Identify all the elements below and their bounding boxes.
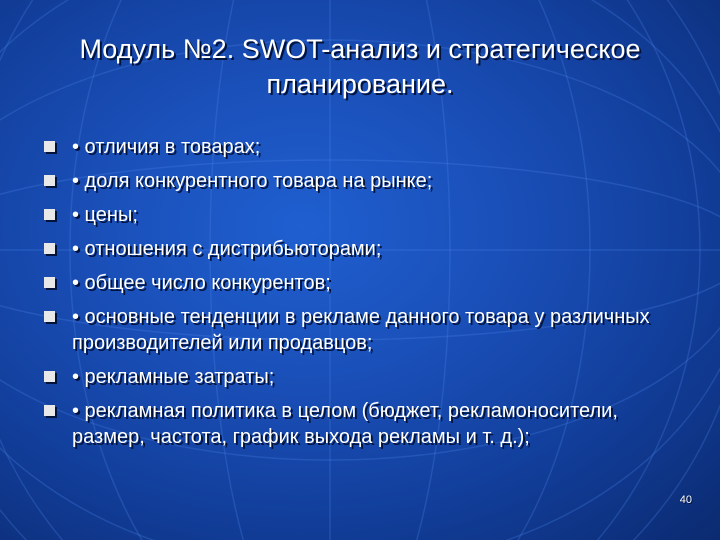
slide-title: Модуль №2. SWOT-анализ и стратегическое планирование. <box>79 34 641 99</box>
list-item-text: • общее число конкурентов; <box>72 272 331 294</box>
page-number: 40 <box>679 494 692 506</box>
list-item-text: • доля конкурентного товара на рынке; <box>72 170 433 192</box>
list-item-text: • отличия в товарах; <box>72 136 261 158</box>
list-item-text: • отношения с дистрибьюторами; <box>72 238 382 260</box>
list-item <box>40 364 680 390</box>
square-bullet-icon <box>44 277 55 288</box>
square-bullet-icon <box>44 141 55 152</box>
square-bullet-icon <box>44 243 55 254</box>
list-item <box>40 134 680 160</box>
list-item <box>40 270 680 296</box>
list-item <box>40 202 680 228</box>
list-item-text: • рекламная политика в целом (бюджет, рекламоносители, размер, частота, график выхода рекламы и т. д.); <box>72 400 618 448</box>
list-item-text: • основные тенденции в рекламе данного товара у различных производителей или продавцов; <box>72 306 650 354</box>
square-bullet-icon <box>44 209 55 220</box>
list-item <box>40 304 680 356</box>
square-bullet-icon <box>44 405 55 416</box>
list-item <box>40 168 680 194</box>
list-item <box>40 236 680 262</box>
bullet-list <box>40 134 680 458</box>
square-bullet-icon <box>44 175 55 186</box>
list-item-text: • рекламные затраты; <box>72 366 275 388</box>
list-item <box>40 398 680 450</box>
square-bullet-icon <box>44 311 55 322</box>
list-item-text: • цены; <box>72 204 138 226</box>
square-bullet-icon <box>44 371 55 382</box>
